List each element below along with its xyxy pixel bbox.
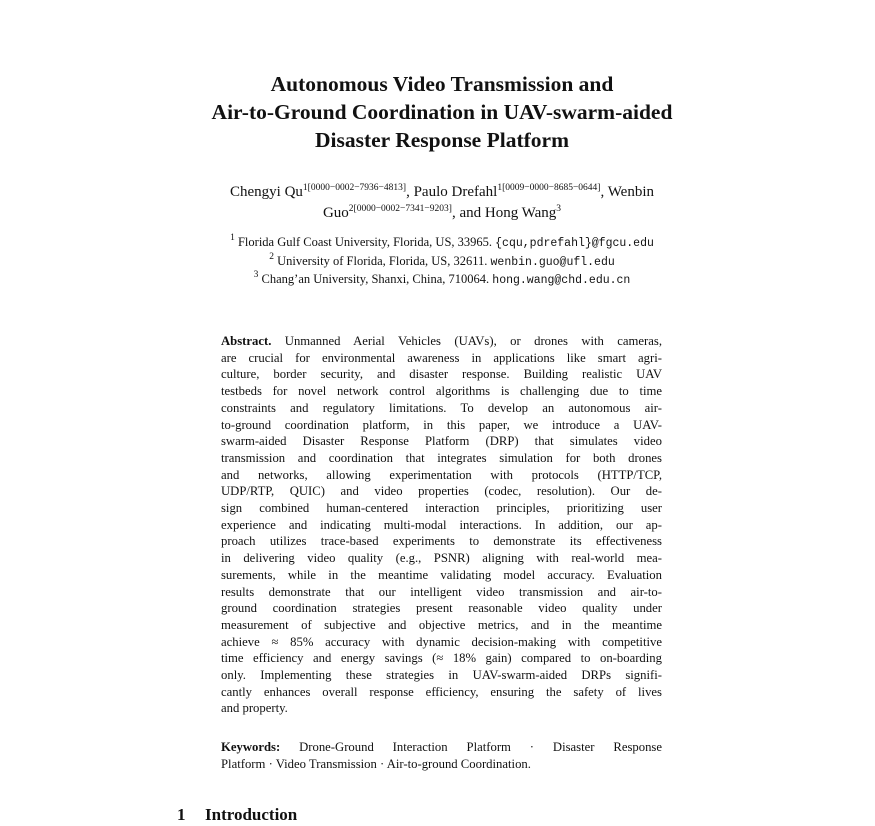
abstract-line: experience and indicating multi-modal interactions. In addition, our ap- bbox=[221, 517, 662, 532]
abstract-line: proach utilizes trace-based experiments to demonstrate its effectiveness bbox=[221, 534, 662, 549]
keywords-line bbox=[221, 739, 662, 756]
author-separator: , bbox=[406, 184, 414, 200]
abstract-line: time efficiency and energy savings (≈ 18% gain) compared to on-boarding bbox=[221, 651, 662, 666]
title-line: Disaster Response Platform bbox=[315, 128, 569, 152]
section-number: 1 bbox=[177, 805, 186, 824]
abstract-label: Abstract. bbox=[221, 334, 272, 348]
abstract-line: transmission and coordination that integrates simulation for both drones bbox=[221, 450, 662, 465]
affiliation-mark: 1 bbox=[230, 233, 235, 243]
affiliation-email: {cqu,pdrefahl}@fgcu.edu bbox=[495, 237, 654, 250]
author-orcid: 2[0000−0002−7341−9203] bbox=[348, 204, 452, 214]
abstract-line: testbeds for novel network control algorithms is challenging due to time bbox=[221, 384, 662, 399]
abstract-line: only. Implementing these strategies in UAV-swarm-aided DRPs signifi- bbox=[221, 668, 662, 683]
author-name: Paulo Drefahl bbox=[413, 184, 498, 200]
abstract-line: cantly enhances overall response efficiency, ensuring the safety of lives bbox=[221, 684, 662, 699]
author-name: Hong Wang bbox=[484, 205, 557, 221]
abstract-line: surements, while in the meantime validating model accuracy. Evaluation bbox=[221, 567, 662, 582]
affiliation-text: University of Florida, Florida, US, 32611. bbox=[277, 253, 488, 268]
title-line: Autonomous Video Transmission and bbox=[270, 72, 614, 96]
affiliation-mark: 2 bbox=[269, 251, 274, 262]
affiliation-mark: 3 bbox=[253, 270, 259, 280]
affiliation-email: hong.wang@chd.edu.cn bbox=[492, 274, 631, 287]
abstract-line bbox=[221, 333, 662, 350]
abstract-line: culture, border security, and disaster response. Building realistic UAV bbox=[221, 367, 662, 382]
keywords-text: Drone-Ground Interaction Platform · Disaster Response bbox=[299, 740, 662, 754]
author-affiliation-mark: 3 bbox=[556, 204, 562, 214]
author-orcid: 1[0000−0002−7936−4813] bbox=[302, 183, 407, 193]
abstract-text: Unmanned Aerial Vehicles (UAVs), or drones with cameras, bbox=[284, 334, 662, 348]
abstract-line: sign combined human-centered interaction principles, prioritizing user bbox=[221, 501, 662, 516]
abstract-line: are crucial for environmental awareness in applications like smart agri- bbox=[221, 350, 662, 365]
paper-title bbox=[0, 70, 875, 154]
author-name: Wenbin bbox=[607, 184, 654, 200]
author-list bbox=[150, 182, 734, 224]
keywords-line: Platform · Video Transmission · Air-to-ground Coordination. bbox=[221, 756, 531, 771]
author-separator: , bbox=[600, 184, 608, 200]
author-line bbox=[150, 182, 734, 203]
author-name: Chengyi Qu bbox=[230, 184, 303, 200]
author-name: Guo bbox=[322, 205, 349, 221]
abstract bbox=[221, 333, 662, 717]
abstract-line: UDP/RTP, QUIC) and video properties (codec, resolution). Our de- bbox=[221, 484, 662, 499]
abstract-line: and networks, allowing experimentation with protocols (HTTP/TCP, bbox=[221, 467, 662, 482]
author-line bbox=[150, 203, 734, 224]
abstract-line: and property. bbox=[221, 701, 288, 716]
abstract-line: to-ground coordination platform, in this paper, we introduce a UAV- bbox=[221, 417, 662, 432]
section-title: Introduction bbox=[205, 805, 298, 824]
author-orcid: 1[0009−0000−8685−0644] bbox=[497, 183, 601, 193]
affiliation bbox=[150, 253, 734, 272]
abstract-line: ground coordination strategies present reasonable video quality under bbox=[221, 601, 662, 616]
author-separator: , and bbox=[451, 205, 485, 221]
title-line: Air-to-Ground Coordination in UAV-swarm-aided bbox=[211, 100, 673, 124]
keywords bbox=[221, 739, 662, 772]
keywords-label: Keywords: bbox=[221, 740, 281, 754]
abstract-line: measurement of subjective and objective metrics, and in the meantime bbox=[221, 617, 662, 632]
abstract-line: in delivering video quality (e.g., PSNR) aligning with real-world mea- bbox=[221, 551, 662, 566]
abstract-line: results demonstrate that our intelligent video transmission and air-to- bbox=[221, 584, 662, 599]
abstract-line: achieve ≈ 85% accuracy with dynamic decision-making with competitive bbox=[221, 634, 662, 649]
affiliation-list bbox=[150, 234, 734, 290]
affiliation bbox=[150, 271, 734, 290]
affiliation-text: Florida Gulf Coast University, Florida, US, 33965. bbox=[237, 235, 493, 249]
section-heading bbox=[177, 804, 297, 826]
abstract-line: constraints and regulatory limitations. To develop an autonomous air- bbox=[221, 400, 662, 415]
affiliation-email: wenbin.guo@ufl.edu bbox=[490, 255, 615, 269]
affiliation bbox=[150, 234, 734, 253]
affiliation-text: Chang’an University, Shanxi, China, 710064. bbox=[261, 272, 490, 286]
abstract-line: swarm-aided Disaster Response Platform (DRP) that simulates video bbox=[221, 434, 662, 449]
